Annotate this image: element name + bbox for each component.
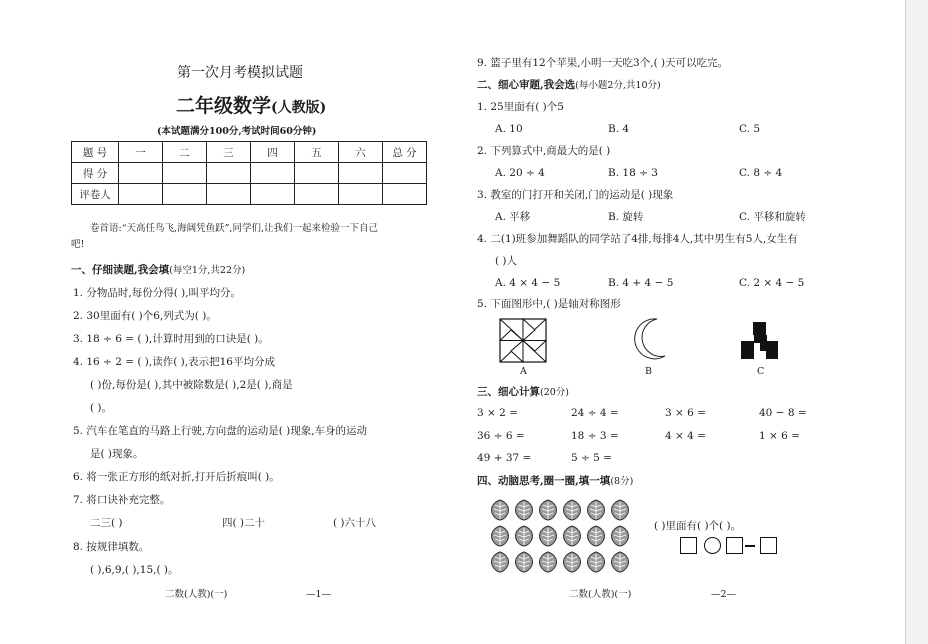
- page-number-right: —2—: [711, 589, 737, 600]
- question-1-5: 5. 汽车在笔直的马路上行驶,方向盘的运动是( )现象,车身的运动: [73, 425, 368, 437]
- fill-sentence: ( )里面有( )个( )。: [654, 520, 742, 532]
- leaf-icon[interactable]: [585, 499, 607, 521]
- intro-line: 卷首语:“天高任鸟飞,海阔凭鱼跃”,同学们,让我们一起来检验一下自己: [90, 223, 378, 234]
- calc-item: 4 × 4 =: [665, 430, 706, 442]
- leaf-icon[interactable]: [609, 499, 631, 521]
- calc-item: 24 ÷ 4 =: [571, 407, 619, 419]
- header-cell: 五: [295, 142, 339, 163]
- page-number-left: —1—: [306, 589, 332, 600]
- rhyme-blank-c: ( )六十八: [333, 517, 377, 529]
- option-b: B. 18 ÷ 3: [608, 167, 658, 179]
- header-cell: 四: [251, 142, 295, 163]
- rhyme-blank-b: 四( )二十: [222, 517, 266, 529]
- minus-sign: [745, 545, 755, 547]
- leaf-icon[interactable]: [561, 525, 583, 547]
- score-cell[interactable]: [251, 163, 295, 184]
- calc-item: 3 × 6 =: [665, 407, 706, 419]
- score-cell[interactable]: [119, 163, 163, 184]
- subject-name: 二年级数学: [176, 95, 272, 117]
- option-a: A. 20 ÷ 4: [495, 167, 545, 179]
- question-2-4: 4. 二(1)班参加舞蹈队的同学站了4排,每排4人,其中男生有5人,女生有: [477, 233, 798, 245]
- score-cell[interactable]: [163, 163, 207, 184]
- option-a: A. 4 × 4 − 5: [495, 277, 561, 289]
- row-label: 得 分: [72, 163, 119, 184]
- exam-title: 第一次月考模拟试题: [177, 65, 303, 81]
- footer-right: 二数(人教)(一): [569, 589, 632, 600]
- leaf-icon[interactable]: [489, 551, 511, 573]
- answer-box[interactable]: [680, 537, 697, 554]
- score-cell[interactable]: [207, 163, 251, 184]
- option-c: C. 8 ÷ 4: [739, 167, 783, 179]
- option-c: C. 2 × 4 − 5: [739, 277, 805, 289]
- leaf-icon[interactable]: [489, 525, 511, 547]
- operator-circle[interactable]: [704, 537, 721, 554]
- section2-title: 二、细心审题,我会选: [477, 79, 576, 91]
- header-cell: 三: [207, 142, 251, 163]
- intro-line: 吧!: [71, 239, 85, 250]
- question-1-4-cont: ( )。: [90, 402, 113, 414]
- score-table-header: [72, 142, 427, 163]
- calc-item: 5 ÷ 5 =: [571, 452, 612, 464]
- section2-heading: [477, 78, 661, 93]
- section4-title: 四、动脑思考,圈一圈,填一填: [477, 475, 611, 487]
- score-cell[interactable]: [339, 163, 383, 184]
- header-cell: 一: [119, 142, 163, 163]
- question-1-8: 8. 按规律填数。: [73, 541, 150, 553]
- calc-item: 1 × 6 =: [759, 430, 800, 442]
- row-label: 评卷人: [72, 184, 119, 205]
- option-c: C. 5: [739, 123, 761, 135]
- footer-left: 二数(人教)(一): [165, 589, 228, 600]
- option-b: B. 4 + 4 − 5: [608, 277, 674, 289]
- leaf-icon[interactable]: [489, 499, 511, 521]
- question-1-7: 7. 将口诀补充完整。: [73, 494, 171, 506]
- leaf-icon[interactable]: [513, 551, 535, 573]
- question-1-6: 6. 将一张正方形的纸对折,打开后折痕叫( )。: [73, 471, 280, 483]
- block-figure: [740, 321, 780, 361]
- leaf-icon[interactable]: [585, 551, 607, 573]
- question-2-3: 3. 教室的门打开和关闭,门的运动是( )现象: [477, 189, 674, 201]
- section3-title: 三、细心计算: [477, 386, 540, 398]
- grader-cell[interactable]: [119, 184, 163, 205]
- page-edge: [905, 0, 928, 644]
- grader-cell[interactable]: [383, 184, 427, 205]
- header-cell: 六: [339, 142, 383, 163]
- question-2-2: 2. 下列算式中,商最大的是( ): [477, 145, 611, 157]
- leaf-icon[interactable]: [561, 499, 583, 521]
- grader-cell[interactable]: [295, 184, 339, 205]
- leaf-icon[interactable]: [561, 551, 583, 573]
- leaf-icon[interactable]: [609, 551, 631, 573]
- leaf-icon[interactable]: [513, 525, 535, 547]
- question-2-5: 5. 下面图形中,( )是轴对称图形: [477, 298, 621, 310]
- leaf-icon[interactable]: [609, 525, 631, 547]
- figure-label-c: C: [757, 366, 765, 377]
- score-cell[interactable]: [383, 163, 427, 184]
- question-1-5-cont: 是( )现象。: [90, 448, 144, 460]
- score-table: [71, 141, 427, 205]
- section4-score: (8分): [610, 476, 634, 487]
- question-1-2: 2. 30里面有( )个6,列式为( )。: [73, 310, 217, 322]
- answer-box[interactable]: [760, 537, 777, 554]
- score-cell[interactable]: [295, 163, 339, 184]
- option-c: C. 平移和旋转: [739, 211, 806, 223]
- calc-item: 36 ÷ 6 =: [477, 430, 525, 442]
- figure-label-a: A: [520, 366, 527, 377]
- grader-cell[interactable]: [163, 184, 207, 205]
- calc-item: 18 ÷ 3 =: [571, 430, 619, 442]
- section3-score: (20分): [540, 387, 570, 398]
- leaf-icon[interactable]: [537, 499, 559, 521]
- question-1-3: 3. 18 ÷ 6 = ( ),计算时用到的口诀是( )。: [73, 333, 269, 345]
- question-1-9: 9. 篮子里有12个苹果,小明一天吃3个,( )天可以吃完。: [477, 57, 729, 69]
- subject-title: [176, 94, 326, 120]
- question-1-4: 4. 16 ÷ 2 = ( ),读作( ),表示把16平均分成: [73, 356, 275, 368]
- leaf-grid: [489, 499, 639, 577]
- section1-score: (每空1分,共22分): [169, 265, 246, 276]
- grader-cell[interactable]: [339, 184, 383, 205]
- header-cell: 总 分: [383, 142, 427, 163]
- section1-title: 一、仔细读题,我会填: [71, 264, 170, 276]
- leaf-icon[interactable]: [537, 551, 559, 573]
- question-2-1: 1. 25里面有( )个5: [477, 101, 564, 113]
- answer-box[interactable]: [726, 537, 743, 554]
- section4-heading: [477, 474, 633, 489]
- leaf-icon[interactable]: [585, 525, 607, 547]
- rhyme-blank-a: 二三( ): [90, 517, 123, 529]
- pinwheel-figure: [499, 318, 547, 363]
- option-b: B. 旋转: [608, 211, 644, 223]
- section1-heading: [71, 263, 245, 278]
- grader-cell[interactable]: [251, 184, 295, 205]
- exam-info: (本试题满分100分,考试时间60分钟): [157, 126, 317, 137]
- question-2-4-cont: ( )人: [495, 255, 518, 267]
- option-b: B. 4: [608, 123, 630, 135]
- figure-label-b: B: [645, 366, 652, 377]
- calc-item: 3 × 2 =: [477, 407, 518, 419]
- grader-cell[interactable]: [207, 184, 251, 205]
- leaf-icon[interactable]: [537, 525, 559, 547]
- calc-item: 40 − 8 =: [759, 407, 807, 419]
- sequence-blanks: ( ),6,9,( ),15,( )。: [90, 564, 179, 576]
- question-1-1: 1. 分物品时,每份分得( ),叫平均分。: [73, 287, 242, 299]
- calc-item: 49 + 37 =: [477, 452, 532, 464]
- option-a: A. 平移: [495, 211, 531, 223]
- crescent-figure: [627, 316, 671, 362]
- header-cell: 二: [163, 142, 207, 163]
- section3-heading: [477, 385, 569, 400]
- section2-score: (每小题2分,共10分): [575, 80, 661, 91]
- header-cell: 题 号: [72, 142, 119, 163]
- option-a: A. 10: [495, 123, 523, 135]
- leaf-icon[interactable]: [513, 499, 535, 521]
- grader-row: [72, 184, 427, 205]
- question-1-4-cont: ( )份,每份是( ),其中被除数是( ),2是( ),商是: [90, 379, 293, 391]
- edition: (人教版): [271, 100, 327, 116]
- score-row: [72, 163, 427, 184]
